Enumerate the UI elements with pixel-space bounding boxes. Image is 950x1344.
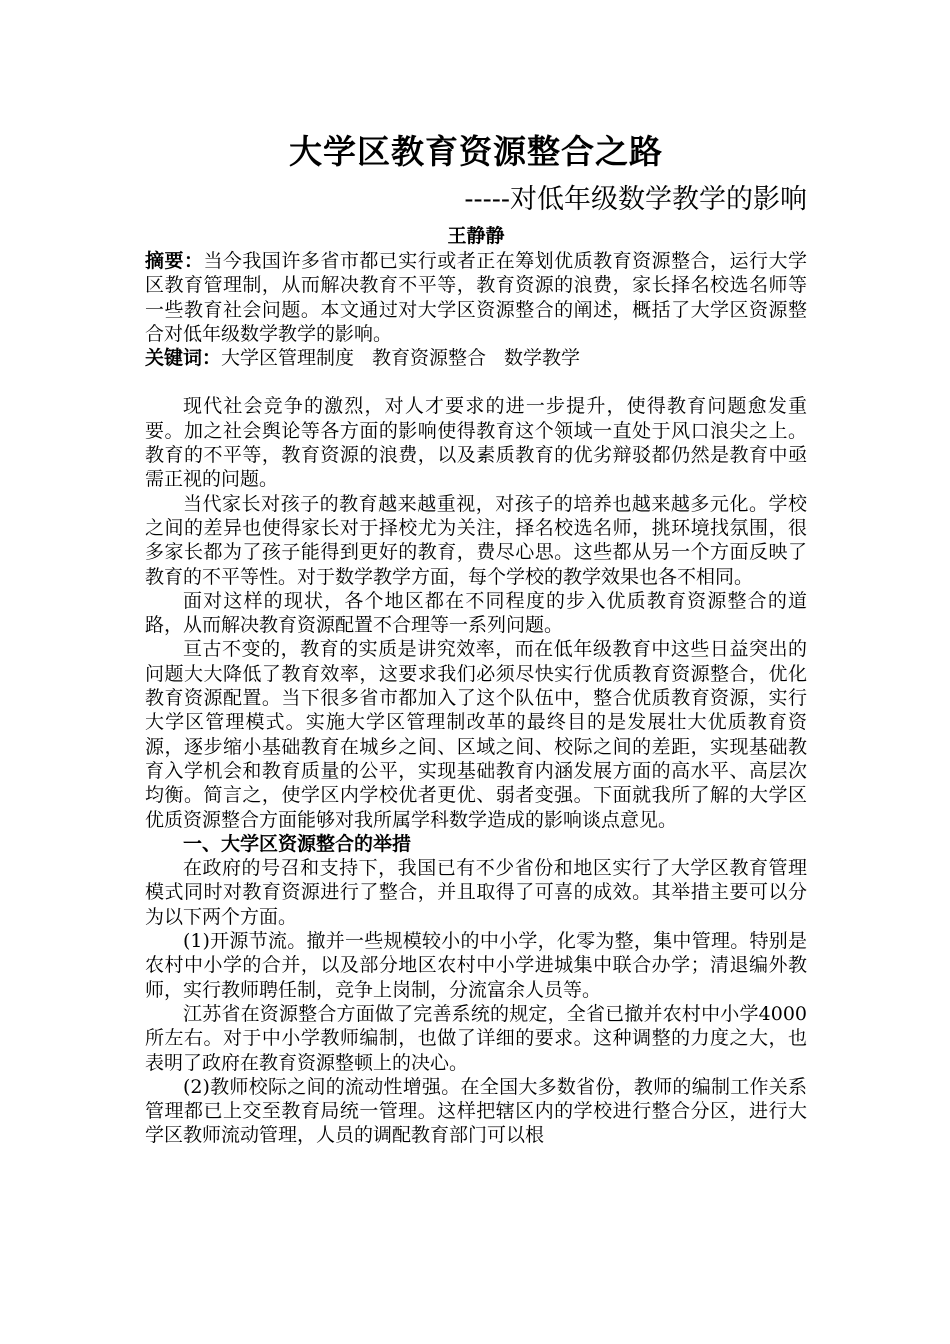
keyword-item: 数学教学 <box>504 347 581 370</box>
document-subtitle: -----对低年级数学教学的影响 <box>464 184 807 215</box>
body-paragraph: 在政府的号召和支持下，我国已有不少省份和地区实行了大学区教育管理模式同时对教育资源进行了整合，并且取得了可喜的成效。其举措主要可以分为以下两个方面。 <box>145 857 807 928</box>
body-paragraph: 现代社会竞争的激烈，对人才要求的进一步提升，使得教育问题愈发重要。加之社会舆论等各方面的影响使得教育这个领域一直处于风口浪尖之上。教育的不平等，教育资源的浪费，以及素质教育的优劣辩驳都仍然是教育中亟需正视的问题。 <box>145 395 807 491</box>
blank-line <box>145 370 807 394</box>
body-paragraph: (2)教师校际之间的流动性增强。在全国大多数省份，教师的编制工作关系管理都已上交至教育局统一管理。这样把辖区内的学校进行整合分区，进行大学区教师流动管理，人员的调配教育部门可以根 <box>145 1075 807 1147</box>
section-heading: 一、大学区资源整合的举措 <box>183 832 412 855</box>
keyword-item: 大学区管理制度 <box>221 347 355 370</box>
body-paragraph: (1)开源节流。撤并一些规模较小的中小学，化零为整，集中管理。特别是农村中小学的合并，以及部分地区农村中小学进城集中联合办学；清退编外教师，实行教师聘任制，竞争上岗制，分流富余人员等。 <box>145 930 807 1001</box>
abstract-label: 摘要： <box>145 250 204 272</box>
abstract-text: 当今我国许多省市都已实行或者正在筹划优质教育资源整合，运行大学区教育管理制，从而解决教育不平等，教育资源的浪费，家长择名校选名师等一些教育社会问题。本文通过对大学区资源整合的阐述，概括了大学区资源整合对低年级数学教学的影响。 <box>145 250 807 345</box>
keywords <box>145 346 807 370</box>
body-paragraph: 亘古不变的，教育的实质是讲究效率，而在低年级教育中这些日益突出的问题大大降低了教育效率，这要求我们必须尽快实行优质教育资源整合，优化教育资源配置。当下很多省市都加入了这个队伍中，整合优质教育资源，实行大学区管理模式。实施大学区管理制改革的最终目的是发展壮大优质教育资源，逐步缩小基础教育在城乡之间、区域之间、校际之间的差距，实现基础教育入学机会和教育质量的公平，实现基础教育内涵发展方面的高水平、高层次均衡。简言之，使学区内学校优者更优、弱者变强。下面就我所了解的大学区优质资源整合方面能够对我所属学科数学造成的影响谈点意见。 <box>145 638 807 831</box>
keyword-item: 教育资源整合 <box>372 347 487 370</box>
body-paragraph: 当代家长对孩子的教育越来越重视，对孩子的培养也越来越多元化。学校之间的差异也使得家长对于择校尤为关注，择名校选名师，挑环境找氛围，很多家长都为了孩子能得到更好的教育，费尽心思。这些都从另一个方面反映了教育的不平等性。对于数学教学方面，每个学校的教学效果也各不相同。 <box>145 492 807 588</box>
abstract <box>145 249 807 346</box>
body-paragraph: 面对这样的现状，各个地区都在不同程度的步入优质教育资源整合的道路，从而解决教育资源配置不合理等一系列问题。 <box>145 589 807 637</box>
author-name: 王静静 <box>447 225 505 247</box>
keywords-label: 关键词： <box>145 347 222 370</box>
document-title: 大学区教育资源整合之路 <box>289 132 663 171</box>
document-body <box>145 130 807 1148</box>
body-paragraph: 江苏省在资源整合方面做了完善系统的规定，全省已撤并农村中小学4000所左右。对于中小学教师编制，也做了详细的要求。这种调整的力度之大，也表明了政府在教育资源整顿上的决心。 <box>145 1002 807 1074</box>
